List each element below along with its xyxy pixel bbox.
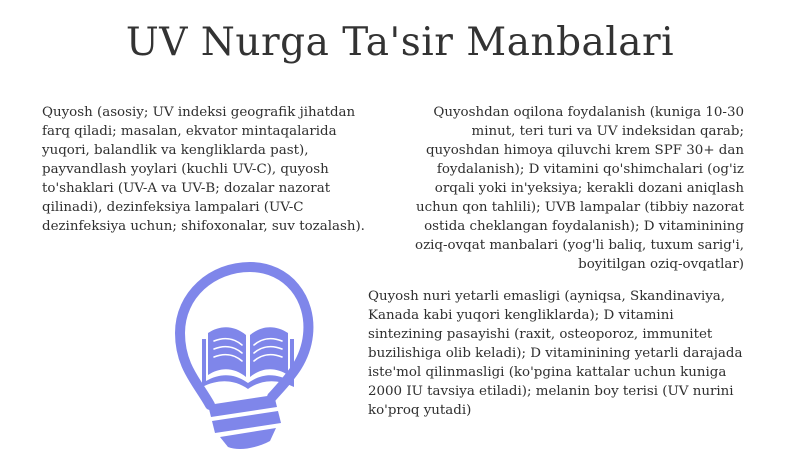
lightbulb-book-icon bbox=[150, 255, 320, 455]
deficiency-paragraph: Quyosh nuri yetarli emasligi (ayniqsa, Skandinaviya, Kanada kabi yuqori kengliklarda); D vitamini sintezining pasayishi (raxit, osteoporoz, immunitet buzilishiga olib keladi); D vitaminining yetarli darajada iste'mol qilinmasligi (ko'pgina kattalar uchun kuniga 2000 IU tavsiya etiladi); melanin boy terisi (UV nurini ko'proq yutadi) bbox=[368, 289, 743, 418]
page-title: UV Nurga Ta'sir Manbalari bbox=[125, 20, 675, 65]
sources-paragraph: Quyosh (asosiy; UV indeksi geografik jihatdan farq qiladi; masalan, ekvator mintaqalarida yuqori, balandlik va kengliklarda past), payvandlash yoylari (kuchli UV-C), quyosh to'shaklari (UV-A va UV-B; dozalar nazorat qilinadi), dezinfeksiya lampalari (UV-C dezinfeksiya uchun; shifoxonalar, suv tozalash). bbox=[42, 105, 365, 234]
recommendations-paragraph: Quyoshdan oqilona foydalanish (kuniga 10-30 minut, teri turi va UV indeksidan qarab; quyoshdan himoya qiluvchi krem SPF 30+ dan foydalanish); D vitamini qo'shimchalari (og'iz orqali yoki in'yeksiya; kerakli dozani aniqlash uchun qon tahlili); UVB lampalar (tibbiy nazorat ostida cheklangan foydalanish); D vitaminining oziq-ovqat manbalari (yog'li baliq, tuxum sarig'i, boyitilgan oziq-ovqatlar) bbox=[415, 105, 744, 272]
